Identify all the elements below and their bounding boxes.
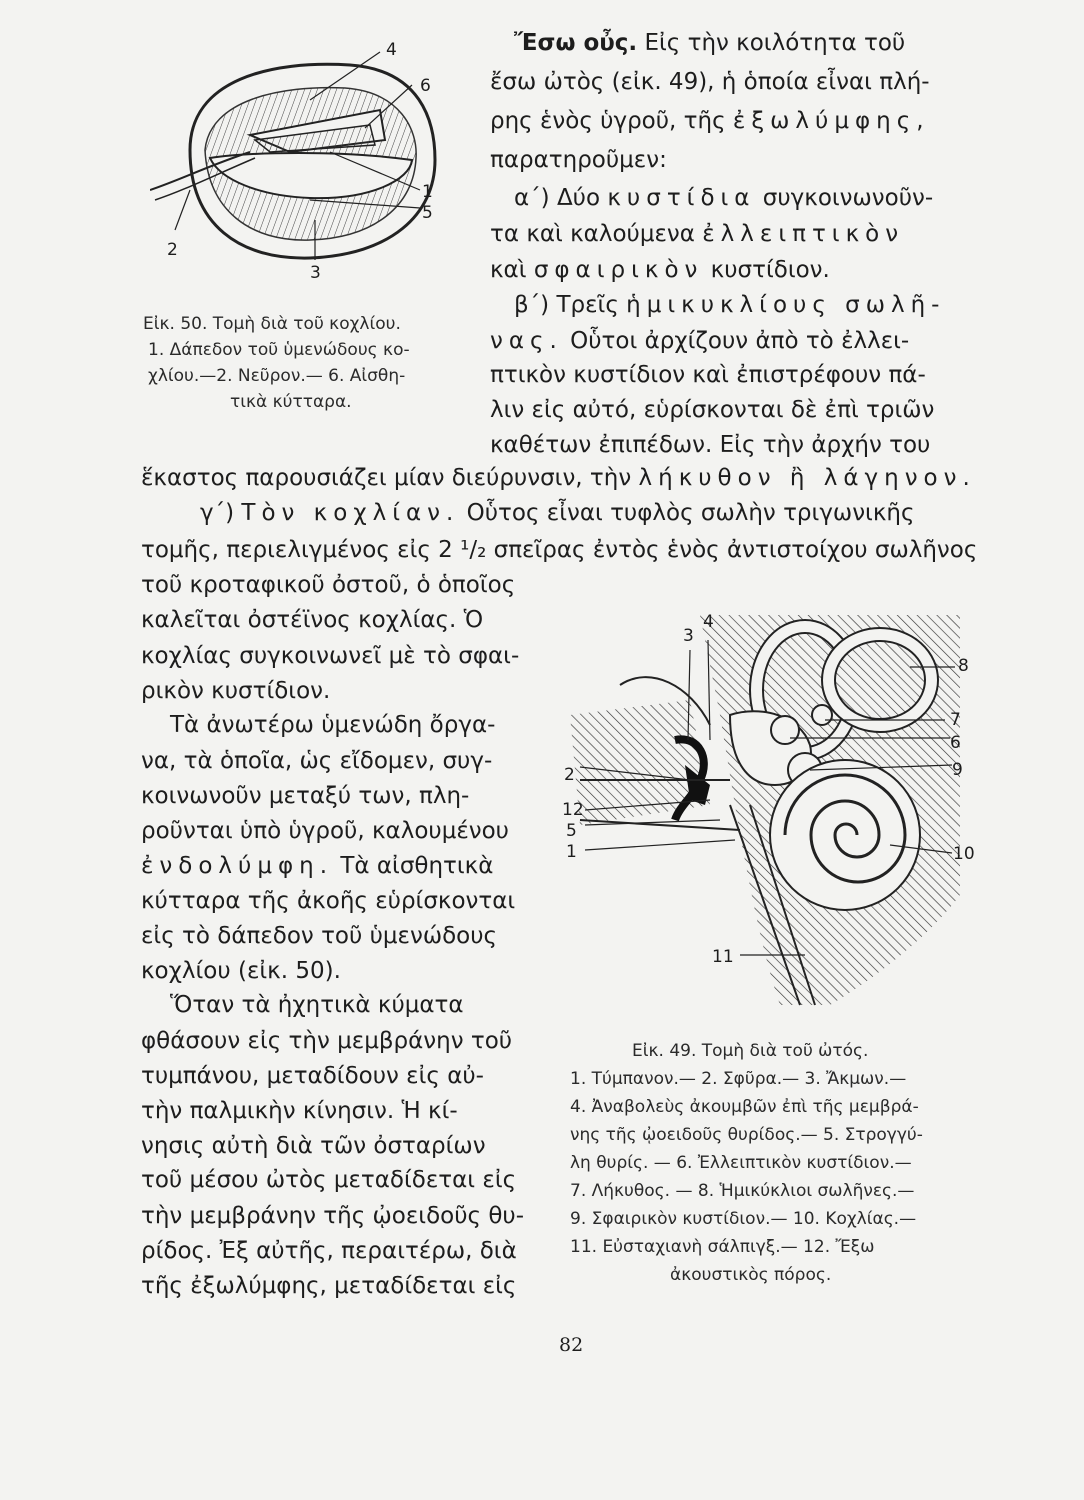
body-line: να, τὰ ὁποῖα, ὡς εἴδομεν, συγ-: [141, 748, 493, 774]
fig49-label-3: 3: [683, 626, 694, 646]
fig50-label-5: 5: [422, 203, 433, 223]
body-line: β΄) Τρεῖς ἡμικυκλίους σωλῆ-: [514, 292, 946, 318]
term-elliptical: ἐλλειπτικὸν: [702, 221, 905, 247]
body-line: τομῆς, περιελιγμένος εἰς 2 ¹/₂ σπεῖρας ἐντὸς ἑνὸς ἀντιστοίχου σωλῆνος: [141, 537, 978, 563]
body-line: ἐνδολύμφη. Τὰ αἰσθητικὰ: [141, 853, 494, 879]
fig50-label-6: 6: [420, 76, 431, 96]
term-cochlea: Τὸν κοχλίαν.: [241, 500, 460, 526]
body-line: καλεῖται ὀστέϊνος κοχλίας. Ὁ: [141, 607, 484, 633]
fig49-label-10: 10: [953, 844, 975, 864]
body-line: φθάσουν εἰς τὴν μεμβράνην τοῦ: [141, 1028, 513, 1054]
body-line: γ΄) Τὸν κοχλίαν. Οὗτος εἶναι τυφλὸς σωλὴν τριγωνικῆς: [200, 500, 915, 526]
body-line: Τὰ ἀνωτέρω ὑμενώδη ὄργα-: [170, 712, 496, 738]
fig49-caption-line: Εἰκ. 49. Τομὴ διὰ τοῦ ὠτός.: [632, 1041, 869, 1061]
fig49-caption-line: 9. Σφαιρικὸν κυστίδιον.— 10. Κοχλίας.—: [570, 1209, 917, 1229]
fig49-caption-line: 7. Λήκυθος. — 8. Ἡμικύκλιοι σωλῆνες.—: [570, 1181, 915, 1201]
fig49-caption-line: 11. Εὐσταχιανὴ σάλπιγξ.— 12. Ἔξω: [570, 1237, 875, 1257]
body-line: Ὅταν τὰ ἠχητικὰ κύματα: [170, 992, 464, 1018]
body-line: καθέτων ἐπιπέδων. Εἰς τὴν ἀρχήν του: [490, 432, 931, 458]
body-line: ροῦνται ὑπὸ ὑγροῦ, καλουμένου: [141, 818, 509, 844]
body-line: κύτταρα τῆς ἀκοῆς εὑρίσκονται: [141, 888, 516, 914]
body-line: ρίδος. Ἐξ αὐτῆς, περαιτέρω, διὰ: [141, 1238, 517, 1264]
body-line: παρατηροῦμεν:: [490, 147, 667, 173]
body-line: καὶ σφαιρικὸν κυστίδιον.: [490, 257, 830, 283]
fig49-label-2: 2: [564, 765, 575, 785]
fig50-caption-line: 1. Δάπεδον τοῦ ὑμενώδους κο-: [148, 340, 410, 360]
body-line: πτικὸν κυστίδιον καὶ ἐπιστρέφουν πά-: [490, 362, 926, 388]
body-line: λιν εἰς αὐτό, εὑρίσκονται δὲ ἐπὶ τριῶν: [490, 397, 935, 423]
body-line: Ἔσω οὖς. Εἰς τὴν κοιλότητα τοῦ: [514, 30, 906, 56]
fig49-label-7: 7: [950, 710, 961, 730]
fig50-caption-line: τικὰ κύτταρα.: [230, 392, 352, 412]
fig49-label-8: 8: [958, 656, 969, 676]
body-line: κοινωνοῦν μεταξύ των, πλη-: [141, 783, 470, 809]
body-line: νας. Οὗτοι ἀρχίζουν ἀπὸ τὸ ἐλλει-: [490, 328, 910, 354]
term-vesicles: κυστίδια: [607, 185, 756, 211]
body-line: τῆς ἐξωλύμφης, μεταδίδεται εἰς: [141, 1273, 517, 1299]
body-line: ἔσω ὠτὸς (εἰκ. 49), ἡ ὁποία εἶναι πλή-: [490, 69, 930, 95]
fig49-label-5: 5: [566, 821, 577, 841]
term-lekythos: λήκυθον ἢ λάγηνον.: [638, 465, 976, 491]
body-line: ἕκαστος παρουσιάζει μίαν διεύρυνσιν, τὴν λήκυθον ἢ λάγηνον.: [141, 465, 976, 491]
term-exolymph: ἐξωλύμφης,: [732, 108, 930, 134]
fig49-caption-line: 4. Ἀναβολεὺς ἀκουμβῶν ἐπὶ τῆς μεμβρά-: [570, 1097, 919, 1117]
body-line: τὴν παλμικὴν κίνησιν. Ἡ κί-: [141, 1098, 458, 1124]
section-heading: Ἔσω οὖς.: [514, 30, 638, 56]
fig50-label-3: 3: [310, 263, 321, 283]
figure-49-ear-section: [560, 605, 980, 1015]
body-line: ρικὸν κυστίδιον.: [141, 678, 331, 704]
page-number: 82: [559, 1334, 584, 1356]
fig50-label-2: 2: [167, 240, 178, 260]
term-spherical: σφαιρικὸν: [533, 257, 704, 283]
body-line: ρης ἑνὸς ὑγροῦ, τῆς ἐξωλύμφης,: [490, 108, 930, 134]
fig49-label-9: 9: [952, 760, 963, 780]
term-semicircular: ἡμικυκλίους σωλῆ-: [626, 292, 946, 318]
fig49-caption-line: λη θυρίς. — 6. Ἐλλειπτικὸν κυστίδιον.—: [570, 1153, 912, 1173]
body-line: κοχλίου (εἰκ. 50).: [141, 958, 341, 984]
body-line: νησις αὐτὴ διὰ τῶν ὀσταρίων: [141, 1133, 486, 1159]
body-line: τοῦ μέσου ὠτὸς μεταδίδεται εἰς: [141, 1167, 517, 1193]
figure-50-cochlea-section: [150, 40, 450, 280]
fig49-label-4: 4: [703, 612, 714, 632]
body-line: τὴν μεμβράνην τῆς ᾠοειδοῦς θυ-: [141, 1203, 525, 1229]
body-line: τα καὶ καλούμενα ἐλλειπτικὸν: [490, 221, 905, 247]
fig50-caption-line: Εἰκ. 50. Τομὴ διὰ τοῦ κοχλίου.: [143, 314, 401, 334]
body-line: τοῦ κροταφικοῦ ὀστοῦ, ὁ ὁποῖος: [141, 572, 516, 598]
body-line: τυμπάνου, μεταδίδουν εἰς αὐ-: [141, 1063, 484, 1089]
fig49-label-6: 6: [950, 733, 961, 753]
fig50-caption-line: χλίου.—2. Νεῦρον.— 6. Αἰσθη-: [148, 366, 406, 386]
fig49-label-12: 12: [562, 800, 584, 820]
term-endolymph: ἐνδολύμφη.: [141, 853, 334, 879]
body-line: α΄) Δύο κυστίδια συγκοινωνοῦν-: [514, 185, 934, 211]
fig50-label-1: 1: [422, 182, 433, 202]
fig49-label-1: 1: [566, 842, 577, 862]
fig49-caption-line: ἀκουστικὸς πόρος.: [670, 1265, 832, 1285]
body-line: εἰς τὸ δάπεδον τοῦ ὑμενώδους: [141, 923, 498, 949]
fig49-caption-line: 1. Τύμπανον.— 2. Σφῦρα.— 3. Ἄκμων.—: [570, 1069, 907, 1089]
body-line: κοχλίας συγκοινωνεῖ μὲ τὸ σφαι-: [141, 643, 520, 669]
fig49-label-11: 11: [712, 947, 734, 967]
fig49-caption-line: νης τῆς ᾠοειδοῦς θυρίδος.— 5. Στρογγύ-: [570, 1125, 923, 1145]
fig50-label-4: 4: [386, 40, 397, 60]
